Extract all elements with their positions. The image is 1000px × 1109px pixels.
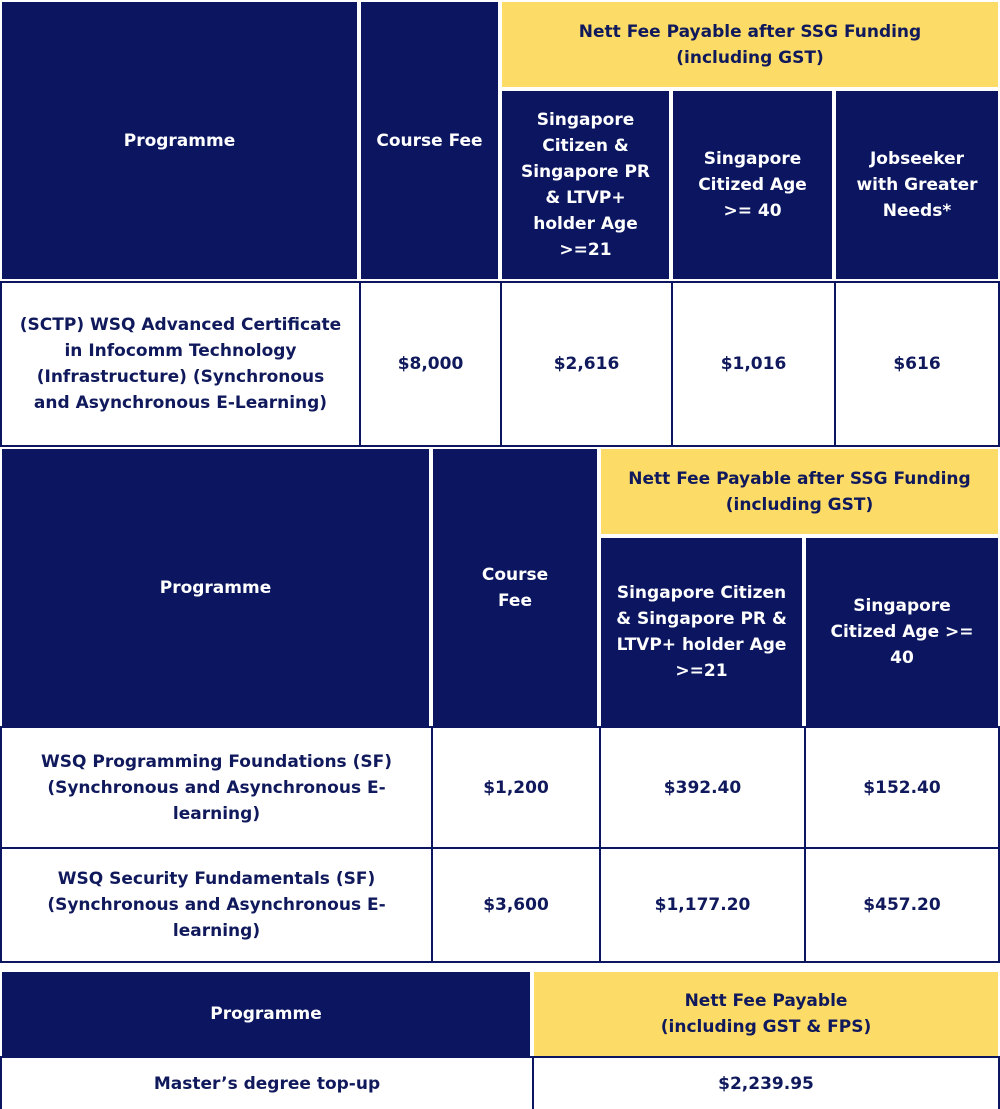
row-programme: WSQ Security Fundamentals (SF) (Synchronous and Asynchronous E-learning) <box>0 847 433 963</box>
header-citizen-age-40: Singapore Citized Age >= 40 <box>804 536 1000 728</box>
header-programme: Programme <box>0 0 359 281</box>
header-jobseeker: Jobseeker with Greater Needs* <box>834 89 1000 281</box>
header-citizen-age-40: Singapore Citized Age >= 40 <box>671 89 834 281</box>
header-nett-fee: Nett Fee Payable after SSG Funding (including GST) <box>500 0 1000 89</box>
row-citizen-pr-fee: $2,616 <box>500 281 673 447</box>
header-nett-fee: Nett Fee Payable after SSG Funding (including GST) <box>599 447 1000 536</box>
row-course-fee: $8,000 <box>359 281 502 447</box>
row-age40-fee: $457.20 <box>804 847 1000 963</box>
header-course-fee: Course Fee <box>359 0 500 281</box>
row-age40-fee: $1,016 <box>671 281 836 447</box>
row-age40-fee: $152.40 <box>804 726 1000 849</box>
header-citizen-pr: Singapore Citizen & Singapore PR & LTVP+ holder Age >=21 <box>599 536 804 728</box>
row-citizen-pr-fee: $392.40 <box>599 726 806 849</box>
row-course-fee: $3,600 <box>431 847 601 963</box>
row-programme: WSQ Programming Foundations (SF) (Synchronous and Asynchronous E-learning) <box>0 726 433 849</box>
row-nett-fee: $2,239.95 <box>532 1056 1000 1109</box>
row-citizen-pr-fee: $1,177.20 <box>599 847 806 963</box>
row-programme: (SCTP) WSQ Advanced Certificate in Infocomm Technology (Infrastructure) (Synchronous and Asynchronous E-Learning) <box>0 281 361 447</box>
header-programme: Programme <box>0 970 532 1058</box>
row-jobseeker-fee: $616 <box>834 281 1000 447</box>
row-programme: Master’s degree top-up <box>0 1056 534 1109</box>
header-nett-fee: Nett Fee Payable (including GST & FPS) <box>532 970 1000 1058</box>
row-course-fee: $1,200 <box>431 726 601 849</box>
header-programme: Programme <box>0 447 431 728</box>
header-course-fee: Course Fee <box>431 447 599 728</box>
header-citizen-pr: Singapore Citizen & Singapore PR & LTVP+ holder Age >=21 <box>500 89 671 281</box>
